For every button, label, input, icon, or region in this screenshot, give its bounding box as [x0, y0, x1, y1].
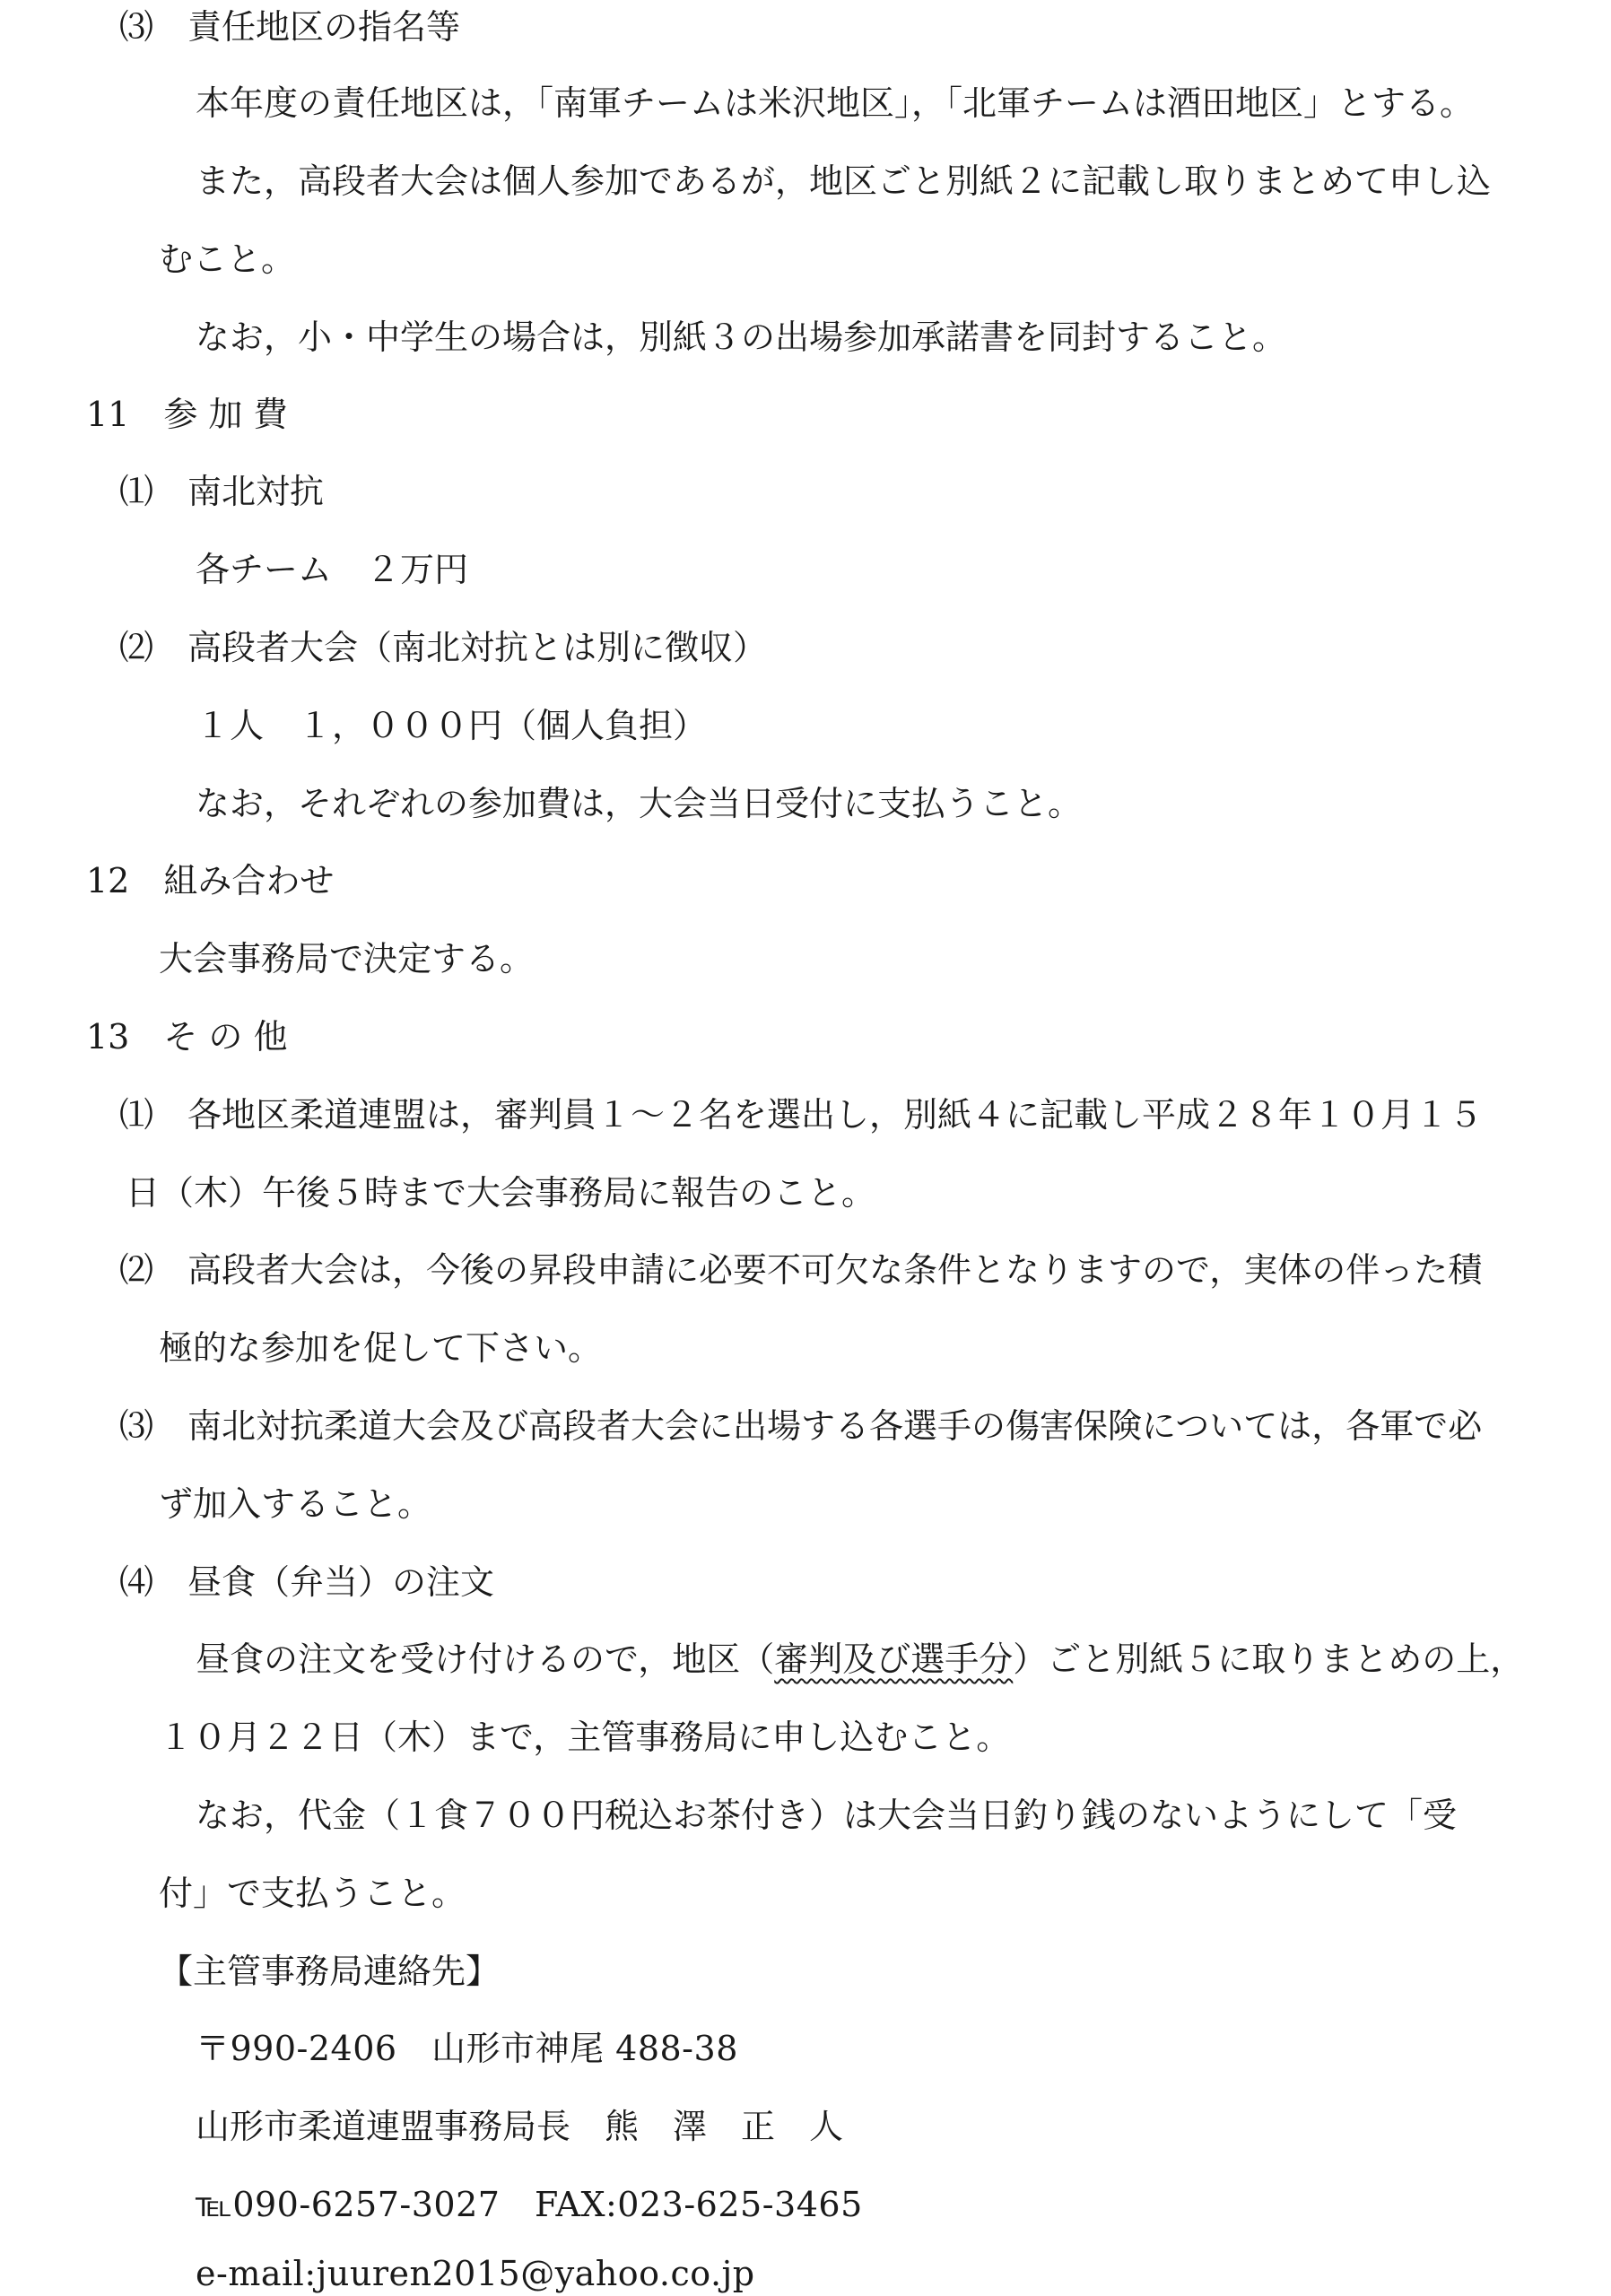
- contact-phone-fax: ℡090-6257-3027 FAX:023-625-3465: [196, 2185, 863, 2224]
- section-10-3-paragraph-3: なお，小・中学生の場合は，別紙３の出場参加承諾書を同封すること。: [196, 317, 1287, 357]
- item-4-text-before: 昼食の注文を受け付けるので，地区（: [196, 1639, 775, 1679]
- contact-heading: 【主管事務局連絡先】: [159, 1952, 501, 1991]
- section-12-text: 大会事務局で決定する。: [159, 939, 535, 978]
- contact-person: 山形市柔道連盟事務局長 熊 澤 正 人: [196, 2107, 844, 2146]
- section-10-3-paragraph-2-line-2: むこと。: [159, 239, 296, 279]
- section-13-item-3-line-2: ず加入すること。: [159, 1484, 432, 1524]
- section-11-heading: 11 参 加 費: [86, 395, 288, 434]
- item-4-text-after: ）ごと別紙５に取りまとめの上，: [1013, 1639, 1525, 1679]
- section-12-heading: 12 組み合わせ: [86, 861, 335, 900]
- section-13-item-3-line-1: ⑶ 南北対抗柔道大会及び高段者大会に出場する各選手の傷害保険については，各軍で必: [119, 1406, 1483, 1446]
- section-11-item-1-heading: ⑴ 南北対抗: [119, 472, 325, 511]
- item-4-wavy-underlined-text: 審判及び選手分: [774, 1639, 1014, 1679]
- section-13-item-2-line-1: ⑵ 高段者大会は，今後の昇段申請に必要不可欠な条件となりますので，実体の伴った積: [119, 1250, 1483, 1290]
- section-13-item-4-paragraph-1-line-1: [196, 1637, 1524, 1682]
- contact-address: 〒990-2406 山形市神尾 488-38: [196, 2029, 738, 2068]
- section-13-item-1-line-1: ⑴ 各地区柔道連盟は，審判員１～２名を選出し，別紙４に記載し平成２８年１０月１５: [119, 1095, 1484, 1135]
- section-11-item-2-heading: ⑵ 高段者大会（南北対抗とは別に徴収）: [119, 628, 768, 667]
- section-10-3-heading: ⑶ 責任地区の指名等: [119, 7, 461, 47]
- section-13-item-2-line-2: 極的な参加を促して下さい。: [159, 1328, 603, 1368]
- section-13-item-4-paragraph-2-line-2: 付」で支払うこと。: [159, 1874, 466, 1913]
- section-10-3-paragraph-2-line-1: また，高段者大会は個人参加であるが，地区ごと別紙２に記載し取りまとめて申し込: [196, 161, 1492, 201]
- section-13-heading: 13 そ の 他: [86, 1017, 288, 1057]
- section-13-item-4-paragraph-2-line-1: なお，代金（１食７００円税込お茶付き）は大会当日釣り銭のないようにして「受: [196, 1796, 1458, 1835]
- section-11-item-1-text: 各チーム ２万円: [196, 550, 469, 589]
- section-13-item-1-line-2: 日（木）午後５時まで大会事務局に報告のこと。: [126, 1173, 876, 1213]
- section-13-item-4-paragraph-1-line-2: １０月２２日（木）まで，主管事務局に申し込むこと。: [159, 1718, 1011, 1757]
- contact-email: e-mail:juuren2015@yahoo.co.jp: [196, 2254, 755, 2293]
- section-11-note: なお，それぞれの参加費は，大会当日受付に支払うこと。: [196, 784, 1083, 823]
- section-10-3-paragraph-1: 本年度の責任地区は，「南軍チームは米沢地区」，「北軍チームは酒田地区」とする。: [196, 83, 1475, 123]
- section-11-item-2-text: １人 １，０００円（個人負担）: [196, 706, 708, 745]
- section-13-item-4-heading: ⑷ 昼食（弁当）の注文: [119, 1562, 495, 1602]
